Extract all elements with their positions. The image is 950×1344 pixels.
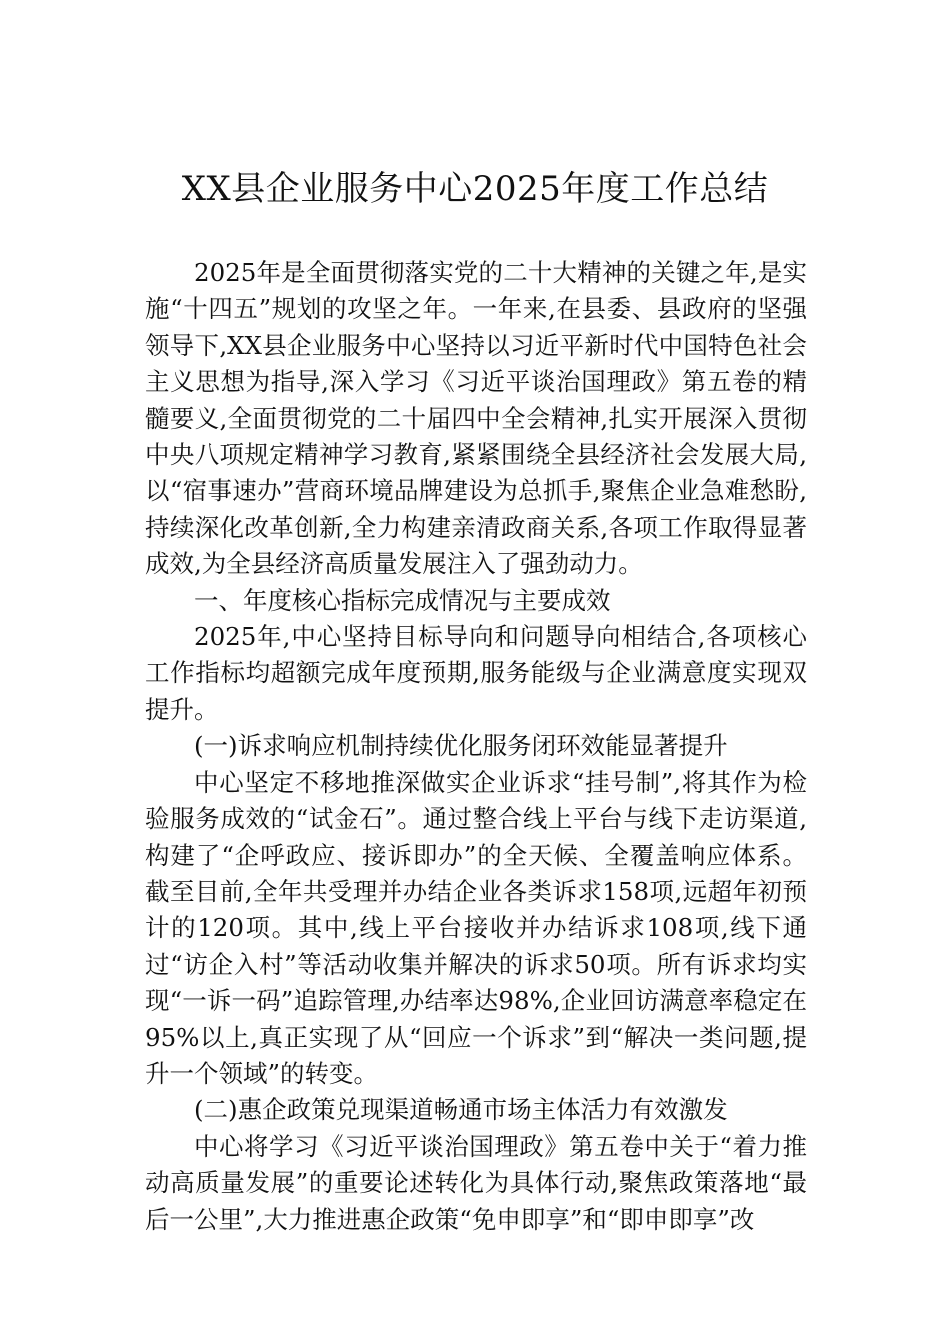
subsection-heading-2: (二)惠企政策兑现渠道畅通市场主体活力有效激发 <box>194 1095 728 1125</box>
intro-paragraph: 2025年是全面贯彻落实党的二十大精神的关键之年,是实施“十四五”规划的攻坚之年。一年来,在县委、县政府的坚强领导下,XX县企业服务中心坚持以习近平新时代中国特色社会主义思想为指导,深入学习《习近平谈治国理政》第五卷的精髓要义,全面贯彻党的二十届四中全会精神,扎实开展深入贯彻中央八项规定精神学习教育,紧紧围绕全县经济社会发展大局,以“宿事速办”营商环境品牌建设为总抓手,聚焦企业急难愁盼,持续深化改革创新,全力构建亲清政商关系,各项工作取得显著成效,为全县经济高质量发展注入了强劲动力。 <box>145 258 807 579</box>
subsection-2-paragraph: 中心将学习《习近平谈治国理政》第五卷中关于“着力推动高质量发展”的重要论述转化为具体行动,聚焦政策落地“最后一公里”,大力推进惠企政策“免申即享”和“即申即享”改 <box>145 1131 807 1234</box>
subsection-1-paragraph: 中心坚定不移地推深做实企业诉求“挂号制”,将其作为检验服务成效的“试金石”。通过整合线上平台与线下走访渠道,构建了“企呼政应、接诉即办”的全天候、全覆盖响应体系。截至目前,全年共受理并办结企业各类诉求158项,远超年初预计的120项。其中,线上平台接收并办结诉求108项,线下通过“访企入村”等活动收集并解决的诉求50项。所有诉求均实现“一诉一码”追踪管理,办结率达98%,企业回访满意率稳定在95%以上,真正实现了从“回应一个诉求”到“解决一类问题,提升一个领域”的转变。 <box>145 767 807 1088</box>
section-1-paragraph: 2025年,中心坚持目标导向和问题导向相结合,各项核心工作指标均超额完成年度预期,服务能级与企业满意度实现双提升。 <box>145 622 807 724</box>
section-heading-1: 一、年度核心指标完成情况与主要成效 <box>194 585 611 615</box>
document-body <box>145 255 807 1238</box>
document-title: XX县企业服务中心2025年度工作总结 <box>181 169 769 209</box>
subsection-heading-1: (一)诉求响应机制持续优化服务闭环效能显著提升 <box>194 731 728 761</box>
